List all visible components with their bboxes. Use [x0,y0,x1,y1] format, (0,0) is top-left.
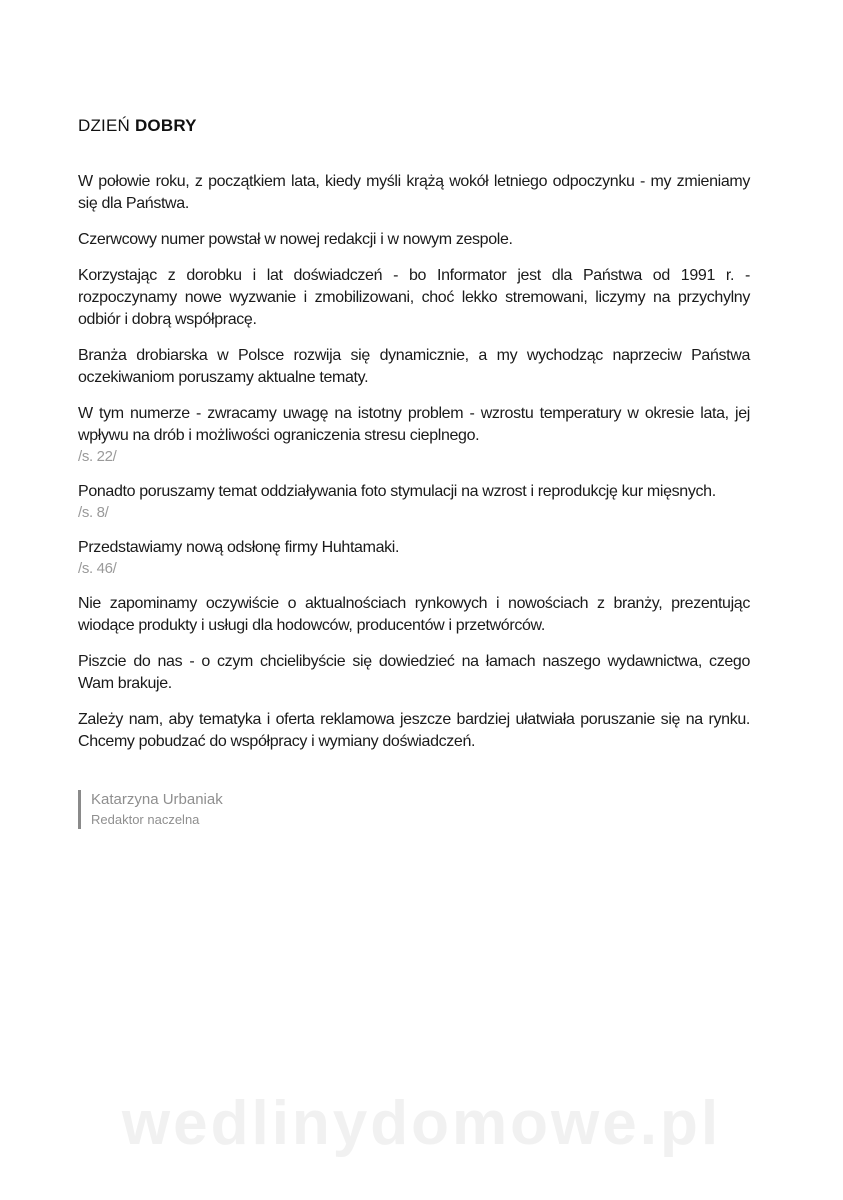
paragraph-heat-stress: W tym numerze - zwracamy uwagę na istotny problem - wzrostu temperatury w okresie lata, jej wpływu na drób i możliwości ograniczenia stresu cieplnego. [78,405,750,444]
paragraph-huhtamaki: Przedstawiamy nową odsłonę firmy Huhtamaki. [78,539,400,556]
watermark: wedlinydomowe.pl [121,1089,722,1158]
page-ref-heat-stress: /s. 22/ [78,448,117,465]
editorial-body [78,171,750,767]
page-ref-huhtamaki: /s. 46/ [78,560,117,577]
signature-block [78,790,223,829]
page-heading [78,116,197,136]
heading-bold: DOBRY [134,116,197,135]
paragraph-market-news: Nie zapominamy oczywiście o aktualnościach rynkowych i nowościach z branży, prezentując wiodące produkty i usługi dla hodowców, producentów i przetwórców. [78,595,750,634]
paragraph-industry: Branża drobiarska w Polsce rozwija się dynamicznie, a my wychodząc naprzeciw Państwa oczekiwaniom poruszamy aktualne tematy. [78,347,750,386]
heading-light: DZIEŃ [78,116,130,135]
paragraph-history: Korzystając z dorobku i lat doświadczeń - bo Informator jest dla Państwa od 1991 r. - rozpoczynamy nowe wyzwanie i zmobilizowani, choć lekko stremowani, liczymy na przychylny odbiór i dobrą współpracę. [78,267,750,328]
page-ref-photostimulation: /s. 8/ [78,504,109,521]
paragraph-intro: W połowie roku, z początkiem lata, kiedy myśli krążą wokół letniego odpoczynku - my zmieniamy się dla Państwa. [78,173,750,212]
signature-name: Katarzyna Urbaniak [91,791,223,808]
paragraph-new-issue: Czerwcowy numer powstał w nowej redakcji i w nowym zespole. [78,231,513,248]
paragraph-cooperation: Zależy nam, aby tematyka i oferta reklamowa jeszcze bardziej ułatwiała poruszanie się na rynku. Chcemy pobudzać do współpracy i wymiany doświadczeń. [78,711,750,750]
paragraph-photostimulation: Ponadto poruszamy temat oddziaływania foto stymulacji na wzrost i reprodukcję kur mięsnych. [78,483,716,500]
signature-role: Redaktor naczelna [91,812,200,827]
paragraph-write-to-us: Piszcie do nas - o czym chcielibyście się dowiedzieć na łamach naszego wydawnictwa, czego Wam brakuje. [78,653,750,692]
